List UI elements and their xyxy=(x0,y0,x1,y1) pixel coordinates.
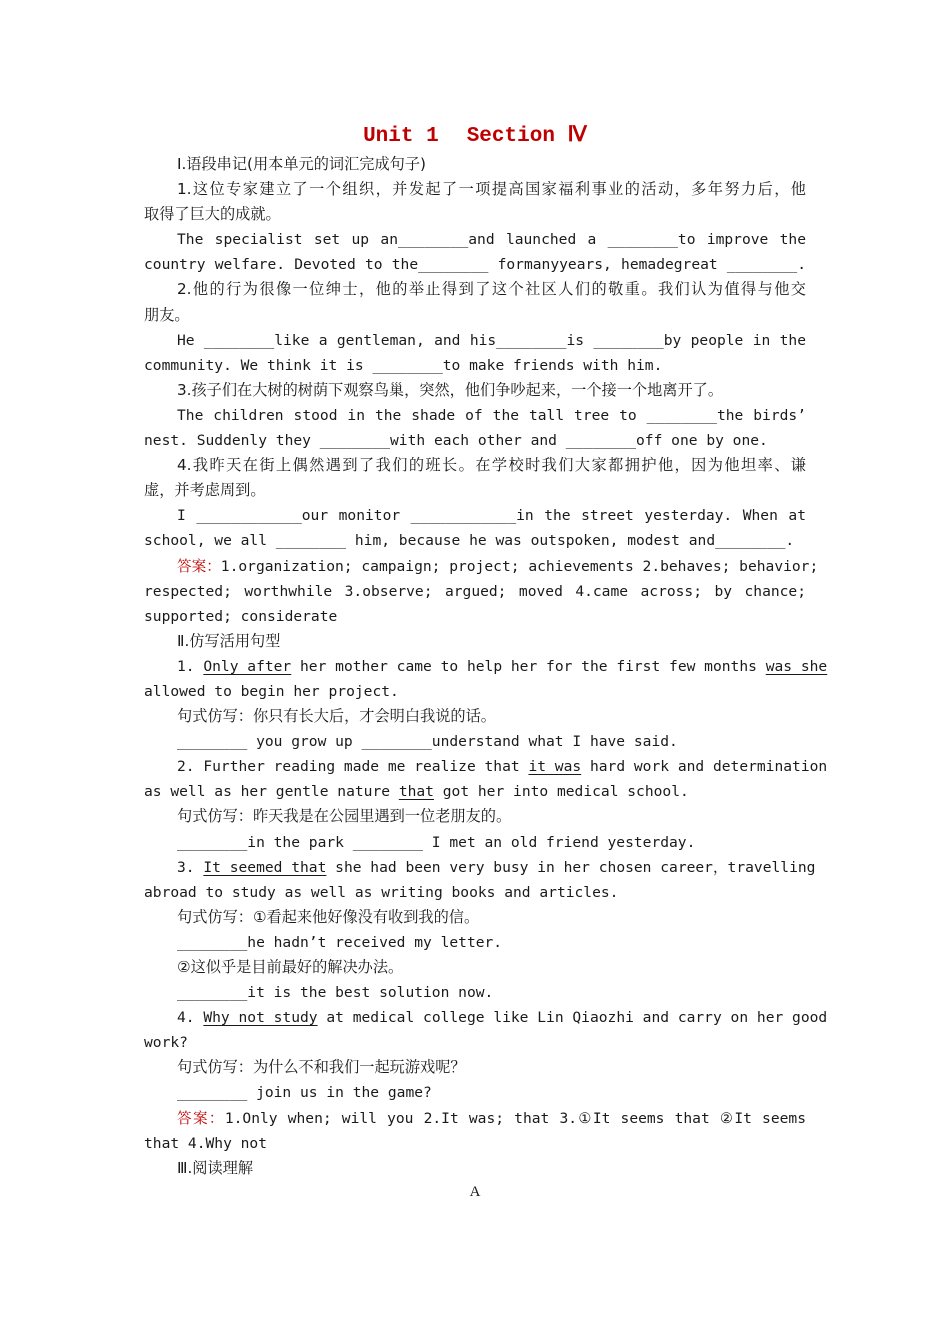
s2-imitation-prompt: 句式仿写：昨天我是在公园里遇到一位老朋友的。 xyxy=(177,807,512,826)
q4-english-cont: school, we all ________ him, because he was outspoken, modest and________. xyxy=(144,532,795,550)
title-section: Section Ⅳ xyxy=(466,125,587,148)
q2-english-cont: community. We think it is ________to make friends with him. xyxy=(144,356,663,374)
part2-answer-cont: that 4.Why not xyxy=(144,1134,268,1152)
s3-model xyxy=(144,855,816,880)
q1-english-cont: country welfare. Devoted to the________ formanyyears, hemadegreat ________. xyxy=(144,256,806,274)
q3-english: The children stood in the shade of the tall tree to ________the birds’ xyxy=(177,406,806,424)
s1-imitation-prompt: 句式仿写：你只有长大后，才会明白我说的话。 xyxy=(177,707,496,726)
s3-model-cont: abroad to study as well as writing books and articles. xyxy=(144,883,619,901)
q3-english-cont: nest. Suddenly they ________with each other and ________off one by one. xyxy=(144,432,768,450)
q2-chinese-cont: 朋友。 xyxy=(144,305,190,324)
q2-english: He ________like a gentleman, and his________is ________by people in the xyxy=(177,331,806,349)
s4-imitation-prompt: 句式仿写：为什么不和我们一起玩游戏呢？ xyxy=(177,1058,466,1077)
s3-imitation-blank: ________he hadn’t received my letter. xyxy=(177,933,503,951)
part3-heading: Ⅲ.阅读理解 xyxy=(177,1158,254,1177)
q1-english: The specialist set up an________and launched a ________to improve the xyxy=(177,231,806,249)
q1-chinese-cont: 取得了巨大的成就。 xyxy=(144,205,281,224)
s2-model-cont xyxy=(144,779,806,804)
s4-imitation-blank: ________ join us in the game? xyxy=(177,1084,432,1102)
part1-answer xyxy=(144,554,819,579)
s1-model xyxy=(144,654,828,679)
document-page xyxy=(144,122,828,1201)
s3-imitation-prompt-2: ②这似乎是目前最好的解决办法。 xyxy=(177,958,404,976)
part1-answer-text: 1.organization; campaign; project; achievements 2.behaves; behavior; xyxy=(220,557,819,575)
q4-chinese-cont: 虚，并考虑周到。 xyxy=(144,481,266,500)
part2-answer xyxy=(144,1106,806,1131)
s3-imitation-prompt: 句式仿写：①看起来他好像没有收到我的信。 xyxy=(177,907,480,926)
s4-middle: at medical college like Lin Qiaozhi and carry on her good xyxy=(317,1009,828,1027)
s1-imitation-blank: ________ you grow up ________understand what I have said. xyxy=(177,733,678,751)
s1-model-cont: allowed to begin her project. xyxy=(144,682,399,700)
q4-chinese: 4.我昨天在街上偶然遇到了我们的班长。在学校时我们大家都拥护他，因为他坦率、谦 xyxy=(177,456,806,475)
part1-answer-cont2: supported; considerate xyxy=(144,607,338,625)
s2-imitation-blank: ________in the park ________ I met an old friend yesterday. xyxy=(177,833,696,851)
s3-number: 3. xyxy=(177,858,204,876)
s2-line2-start: as well as her gentle nature xyxy=(144,783,399,801)
s2-underlined-2: that xyxy=(398,783,434,801)
part1-answer-cont: respected; worthwhile 3.observe; argued; moved 4.came across; by chance; xyxy=(144,582,806,600)
passage-label: A xyxy=(469,1183,481,1200)
q2-chinese: 2.他的行为很像一位绅士，他的举止得到了这个社区人们的敬重。我们认为值得与他交 xyxy=(177,280,806,299)
s2-line2-end: got her into medical school. xyxy=(433,783,689,801)
s3-underlined: It seemed that xyxy=(203,858,327,876)
s2-start: 2. Further reading made me realize that xyxy=(177,758,529,776)
s1-middle: her mother came to help her for the first few months xyxy=(291,657,766,675)
s3-middle: she had been very busy in her chosen career，travelling xyxy=(326,858,816,876)
q1-chinese: 1.这位专家建立了一个组织，并发起了一项提高国家福利事业的活动，多年努力后，他 xyxy=(177,180,806,199)
answer-label: 答案： xyxy=(177,557,221,575)
s4-number: 4. xyxy=(177,1009,204,1027)
part2-heading: Ⅱ.仿写活用句型 xyxy=(177,631,281,650)
s1-number: 1. xyxy=(177,657,204,675)
s2-middle: hard work and determination xyxy=(581,758,828,776)
s1-underlined-2: was she xyxy=(765,657,828,675)
s1-underlined-1: Only after xyxy=(203,657,292,675)
s4-model xyxy=(144,1005,828,1030)
s2-model xyxy=(144,754,828,779)
s4-underlined: Why not study xyxy=(203,1009,318,1027)
page-title xyxy=(144,122,806,152)
part1-heading: Ⅰ.语段串记(用本单元的词汇完成句子) xyxy=(177,155,426,173)
s2-underlined-1: it was xyxy=(528,758,582,776)
s4-model-cont: work? xyxy=(144,1034,188,1052)
title-unit: Unit 1 xyxy=(363,125,439,148)
q3-chinese: 3.孩子们在大树的树荫下观察鸟巢，突然，他们争吵起来，一个接一个地离开了。 xyxy=(177,380,724,399)
part2-answer-text: 1.Only when; will you 2.It was; that 3.①It seems that ②It seems xyxy=(224,1109,806,1127)
answer-label-2: 答案： xyxy=(177,1109,225,1127)
q4-english: I ____________our monitor ____________in the street yesterday. When at xyxy=(177,507,806,525)
s3-imitation-blank-2: ________it is the best solution now. xyxy=(177,984,494,1002)
